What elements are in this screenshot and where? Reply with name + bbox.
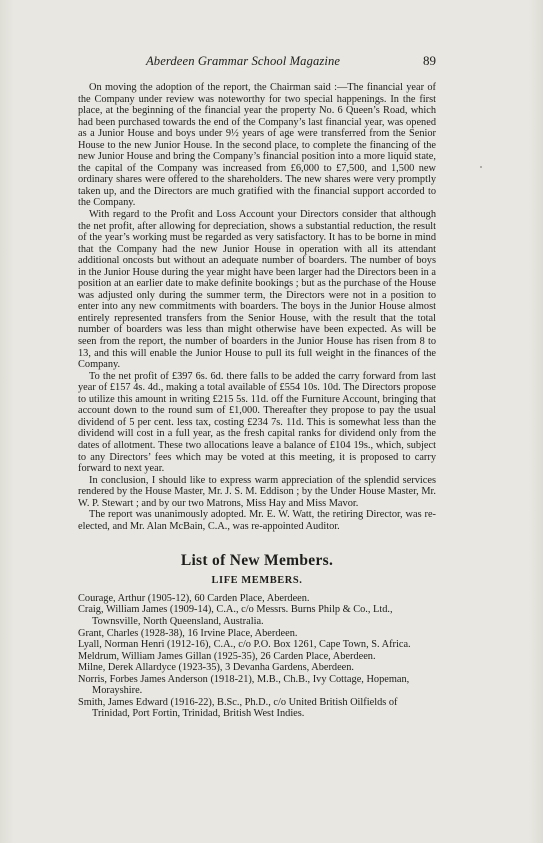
member-entry: Lyall, Norman Henri (1912-16), C.A., c/o P.O. Box 1261, Cape Town, S. Africa. — [78, 639, 411, 651]
member-entry: Smith, James Edward (1916-22), B.Sc., Ph.D., c/o United British Oilfields of Trinidad, Port Fortin, Trinidad, British West Indies. — [78, 696, 398, 720]
running-title: Aberdeen Grammar School Magazine — [146, 54, 341, 68]
member-entry: Craig, William James (1909-14), C.A., c/o Messrs. Burns Philp & Co., Ltd., Townsville, North Queensland, Australia. — [78, 604, 393, 627]
paper-speck — [480, 166, 482, 168]
member-entry: Meldrum, William James Gillan (1925-35), 26 Carden Place, Aberdeen. — [78, 650, 376, 662]
paragraph-conclusion: In conclusion, I should like to express warm appreciation of the splendid services rendered by the House Master, Mr. J. S. M. Eddison ; by the Under House Master, Mr. W. P. Stewart ; and by our two Matrons, Miss Hay and Miss Mavor. — [78, 474, 436, 509]
member-entry: Norris, Forbes James Anderson (1918-21), M.B., Ch.B., Ivy Cottage, Hopeman, Morayshire. — [78, 673, 410, 697]
paragraph-net-profit: To the net profit of £397 6s. 6d. there falls to be added the carry forward from last year of £157 4s. 4d., making a total available of £554 10s. 10d. The Directors propose to utilize this amount in writing £215 5s. 11d. off the Furniture Account, bringing that account down to the round sum of £1,000. Thereafter they propose to pay the usual dividend of 5 per cent. less tax, costing £234 7s. 11d. This is somewhat less than the dividend will cost in a full year, as the fresh capital ranks for dividend only from the dates of allotment. These two allocations leave a balance of £104 19s., which, subject to any Directors’ fees which may be voted at this meeting, it is proposed to carry forward to next year. — [78, 370, 436, 475]
paragraph-adoption: The report was unanimously adopted. Mr. E. W. Watt, the retiring Director, was re-elected, and Mr. Alan McBain, C.A., was re-appointed Auditor. — [78, 509, 436, 532]
section-subheading: LIFE MEMBERS. — [211, 575, 303, 587]
member-entry: Grant, Charles (1928-38), 16 Irvine Place, Aberdeen. — [78, 627, 298, 639]
page-number: 89 — [423, 53, 436, 68]
article-body — [78, 82, 436, 720]
member-entry: Milne, Derek Allardyce (1923-35), 3 Devanha Gardens, Aberdeen. — [78, 662, 355, 674]
section-title: List of New Members. — [180, 552, 334, 570]
members-list — [78, 593, 436, 720]
member-entry: Courage, Arthur (1905-12), 60 Carden Place, Aberdeen. — [78, 592, 310, 604]
paragraph-chairman-remarks: On moving the adoption of the report, the Chairman said :—The financial year of the Company under review was noteworthy for two special happenings. In the first place, at the beginning of the financial year the property No. 6 Queen’s Road, which had been purchased towards the end of the Company’s last financial year, was opened as a Junior House and boys under 9½ years of age were transferred from the Senior House to the new Junior House. In the second place, to complete the financing of the new Junior House and bring the Company’s financial position into a more liquid state, the capital of the Company was increased from £6,000 to £7,500, and 1,500 new ordinary shares were offered to the shareholders. The new shares were very promptly taken up, and the Directors are much gratified with the financial support accorded to the Company. — [78, 82, 436, 209]
paragraph-profit-loss: With regard to the Profit and Loss Account your Directors consider that although the net profit, after allowing for depreciation, shows a substantial reduction, the result of the year’s working must be regarded as very satisfactory. It has to be borne in mind that the Company had the new Junior House in operation with all its attendant additional oncosts but without an adequate number of boarders. The number of boys in the Junior House during the year might have been larger had the Directors been in a position at an earlier date to make definite bookings ; but as the purchase of the House was adjusted only during the summer term, the Directors were not in a position to enter into any new commitments with boarders. The boys in the Junior House almost entirely represented transfers from the Senior House, with the result that the total number of boarders was less than might otherwise have been expected. As will be seen from the report, the number of boarders in the Junior House has risen from 8 to 13, and this will enable the Junior House to pull its full weight in the finances of the Company. — [78, 209, 436, 371]
page-header — [78, 54, 436, 70]
